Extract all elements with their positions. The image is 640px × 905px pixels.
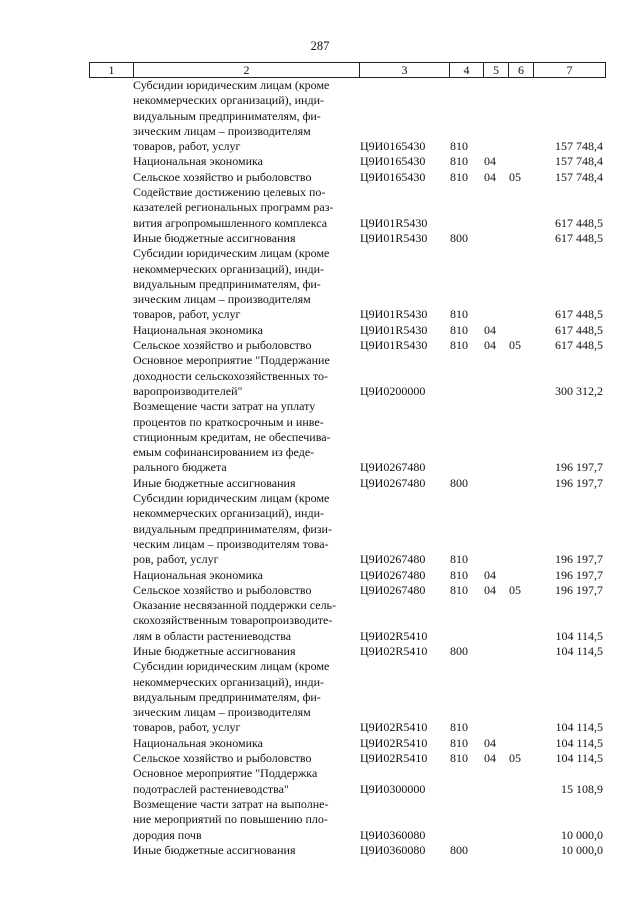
row-name-line: скохозяйственным товаропроизводите- [133, 613, 333, 628]
row-code [359, 659, 449, 735]
header-col-4: 4 [449, 63, 483, 77]
row-sum [533, 736, 606, 751]
row-code [359, 154, 449, 169]
row-code [359, 568, 449, 583]
row-section [483, 766, 508, 797]
row-name-line: подотраслей растениеводства" [133, 781, 289, 796]
row-expense-type [449, 736, 483, 751]
row-sum [533, 185, 606, 231]
table-row [89, 568, 606, 583]
row-name [133, 644, 359, 659]
row-expense-type [449, 766, 483, 797]
row-expense-type-value: 800 [450, 842, 468, 857]
row-name-line: Содействие достижению целевых по- [133, 185, 326, 200]
row-sum-value: 196 197,7 [555, 567, 603, 582]
header-col-5: 5 [483, 63, 508, 77]
row-code-value: Ц9И02R5410 [360, 735, 428, 750]
row-subsection [508, 170, 533, 185]
table-row [89, 353, 606, 399]
row-name-line: товаров, работ, услуг [133, 139, 241, 154]
table-row [89, 766, 606, 797]
row-name-line: некоммерческих организаций), инди- [133, 674, 324, 689]
row-sum [533, 154, 606, 169]
row-sum [533, 338, 606, 353]
row-name-line: Субсидии юридическим лицам (кроме [133, 246, 330, 261]
row-section [483, 78, 508, 154]
row-name [133, 246, 359, 322]
row-expense-type [449, 154, 483, 169]
row-name-line: товаров, работ, услуг [133, 720, 241, 735]
row-name [133, 843, 359, 858]
row-code [359, 843, 449, 858]
table-row [89, 476, 606, 491]
row-section [483, 736, 508, 751]
row-expense-type [449, 246, 483, 322]
row-expense-type-value: 810 [450, 322, 468, 337]
row-code [359, 185, 449, 231]
row-sum-value: 104 114,5 [555, 643, 603, 658]
row-name [133, 659, 359, 735]
row-name-line: Национальная экономика [133, 154, 263, 169]
row-name-line: Основное мероприятие "Поддержка [133, 766, 318, 781]
row-name [133, 568, 359, 583]
row-name-line: Национальная экономика [133, 567, 263, 582]
row-code [359, 476, 449, 491]
row-section [483, 231, 508, 246]
table-row [89, 399, 606, 475]
header-col-6: 6 [508, 63, 533, 77]
row-expense-type [449, 323, 483, 338]
row-expense-type [449, 170, 483, 185]
row-name [133, 338, 359, 353]
row-section [483, 644, 508, 659]
row-name-line: Национальная экономика [133, 322, 263, 337]
table-row [89, 736, 606, 751]
row-sum [533, 170, 606, 185]
row-subsection [508, 568, 533, 583]
row-code-value: Ц9И0165430 [360, 139, 426, 154]
row-name-line: видуальным предпринимателям, физи- [133, 521, 332, 536]
row-sum [533, 491, 606, 567]
row-sum-value: 617 448,5 [555, 322, 603, 337]
row-sum [533, 797, 606, 843]
row-code-value: Ц9И01R5430 [360, 338, 428, 353]
row-name [133, 797, 359, 843]
row-code-value: Ц9И0165430 [360, 154, 426, 169]
row-name-line: Основное мероприятие "Поддержание [133, 353, 330, 368]
row-name [133, 170, 359, 185]
row-sum [533, 766, 606, 797]
row-expense-type-value: 810 [450, 169, 468, 184]
row-name-line: Субсидии юридическим лицам (кроме [133, 78, 330, 92]
row-code [359, 246, 449, 322]
table-row [89, 185, 606, 231]
row-name-line: Сельское хозяйство и рыболовство [133, 582, 312, 597]
row-sum-value: 196 197,7 [555, 475, 603, 490]
row-expense-type [449, 338, 483, 353]
row-code-value: Ц9И02R5410 [360, 643, 428, 658]
row-name-line: Национальная экономика [133, 735, 263, 750]
row-code-value: Ц9И01R5430 [360, 230, 428, 245]
row-name-line: видуальным предпринимателям, фи- [133, 276, 321, 291]
row-name-line: некоммерческих организаций), инди- [133, 93, 324, 108]
row-expense-type-value: 810 [450, 139, 468, 154]
row-sum [533, 568, 606, 583]
row-expense-type [449, 476, 483, 491]
row-section-value: 04 [484, 582, 496, 597]
row-subsection [508, 491, 533, 567]
table-row [89, 644, 606, 659]
row-subsection [508, 323, 533, 338]
row-name-line: Возмещение части затрат на выполне- [133, 796, 329, 811]
table-row [89, 338, 606, 353]
row-subsection [508, 843, 533, 858]
row-name [133, 399, 359, 475]
row-subsection [508, 353, 533, 399]
row-sum [533, 644, 606, 659]
row-sum [533, 353, 606, 399]
row-expense-type-value: 810 [450, 751, 468, 766]
row-name [133, 491, 359, 567]
row-code [359, 583, 449, 598]
row-subsection [508, 751, 533, 766]
header-col-1: 1 [89, 63, 133, 77]
table-row [89, 583, 606, 598]
row-code [359, 170, 449, 185]
row-name [133, 353, 359, 399]
row-name-line: вития агропромышленного комплекса [133, 215, 328, 230]
row-subsection [508, 185, 533, 231]
table-row [89, 751, 606, 766]
header-col-3: 3 [359, 63, 449, 77]
row-sum-value: 196 197,7 [555, 460, 603, 475]
row-name [133, 598, 359, 644]
row-section-value: 04 [484, 338, 496, 353]
table-row [89, 659, 606, 735]
row-expense-type [449, 353, 483, 399]
row-code-value: Ц9И0267480 [360, 552, 426, 567]
row-sum-value: 196 197,7 [555, 552, 603, 567]
row-name-line: Сельское хозяйство и рыболовство [133, 169, 312, 184]
row-code-value: Ц9И0200000 [360, 383, 426, 398]
row-sum-value: 10 000,0 [561, 842, 603, 857]
row-subsection [508, 476, 533, 491]
row-sum-value: 10 000,0 [561, 827, 603, 842]
page-number: 287 [310, 39, 330, 53]
row-name-line: зическим лицам – производителям [133, 292, 311, 307]
row-name-line: товаров, работ, услуг [133, 307, 241, 322]
row-name-line: Сельское хозяйство и рыболовство [133, 338, 312, 353]
table-row [89, 170, 606, 185]
row-expense-type [449, 568, 483, 583]
row-expense-type-value: 800 [450, 230, 468, 245]
row-expense-type-value: 810 [450, 567, 468, 582]
row-expense-type [449, 751, 483, 766]
row-expense-type [449, 583, 483, 598]
row-section-value: 04 [484, 169, 496, 184]
row-expense-type-value: 810 [450, 307, 468, 322]
header-col-2: 2 [133, 63, 359, 77]
row-sum [533, 246, 606, 322]
row-sum [533, 751, 606, 766]
row-section [483, 338, 508, 353]
row-code [359, 78, 449, 154]
row-code [359, 766, 449, 797]
row-name-line: Сельское хозяйство и рыболовство [133, 751, 312, 766]
row-sum-value: 104 114,5 [555, 751, 603, 766]
row-code [359, 231, 449, 246]
row-name [133, 751, 359, 766]
row-section [483, 751, 508, 766]
row-name-line: некоммерческих организаций), инди- [133, 506, 324, 521]
row-expense-type [449, 598, 483, 644]
row-code-value: Ц9И0267480 [360, 460, 426, 475]
row-name [133, 766, 359, 797]
row-sum-value: 617 448,5 [555, 338, 603, 353]
row-code-value: Ц9И0267480 [360, 475, 426, 490]
table-body [89, 78, 606, 858]
row-code [359, 751, 449, 766]
row-code [359, 338, 449, 353]
row-section [483, 170, 508, 185]
row-name [133, 476, 359, 491]
row-sum-value: 104 114,5 [555, 735, 603, 750]
row-name-line: ческим лицам – производителям това- [133, 536, 329, 551]
row-subsection [508, 231, 533, 246]
row-sum-value: 157 748,4 [555, 154, 603, 169]
row-code [359, 644, 449, 659]
row-name [133, 231, 359, 246]
row-name-line: процентов по краткосрочным и инве- [133, 414, 324, 429]
row-section [483, 659, 508, 735]
row-code-value: Ц9И0300000 [360, 781, 426, 796]
row-section [483, 476, 508, 491]
row-code-value: Ц9И02R5410 [360, 628, 428, 643]
row-name [133, 78, 359, 154]
row-name-line: доходности сельскохозяйственных то- [133, 368, 329, 383]
row-subsection [508, 338, 533, 353]
row-section [483, 797, 508, 843]
row-expense-type-value: 810 [450, 552, 468, 567]
row-section [483, 185, 508, 231]
row-section-value: 04 [484, 567, 496, 582]
row-subsection [508, 583, 533, 598]
row-expense-type [449, 491, 483, 567]
row-sum [533, 323, 606, 338]
row-sum [533, 78, 606, 154]
row-expense-type-value: 810 [450, 154, 468, 169]
row-name-line: казателей региональных программ раз- [133, 200, 334, 215]
row-name-line: емым софинансированием из феде- [133, 445, 315, 460]
row-name-line: ние мероприятий по повышению пло- [133, 812, 328, 827]
row-sum-value: 617 448,5 [555, 307, 603, 322]
row-section [483, 843, 508, 858]
row-name [133, 185, 359, 231]
row-subsection [508, 644, 533, 659]
table-row [89, 598, 606, 644]
row-expense-type-value: 800 [450, 643, 468, 658]
row-section [483, 583, 508, 598]
row-subsection [508, 736, 533, 751]
table-row [89, 78, 606, 154]
table-row [89, 323, 606, 338]
row-section [483, 399, 508, 475]
row-name-line: некоммерческих организаций), инди- [133, 261, 324, 276]
row-name-line: Оказание несвязанной поддержки сель- [133, 598, 337, 613]
row-name-line: Иные бюджетные ассигнования [133, 475, 296, 490]
row-section-value: 04 [484, 751, 496, 766]
row-expense-type-value: 810 [450, 735, 468, 750]
row-section-value: 04 [484, 735, 496, 750]
row-name-line: Иные бюджетные ассигнования [133, 643, 296, 658]
row-subsection [508, 154, 533, 169]
row-name-line: стиционным кредитам, не обеспечива- [133, 429, 331, 444]
row-expense-type [449, 797, 483, 843]
row-expense-type-value: 810 [450, 720, 468, 735]
table-row [89, 491, 606, 567]
row-section [483, 154, 508, 169]
row-subsection-value: 05 [509, 582, 521, 597]
row-name-line: Субсидии юридическим лицам (кроме [133, 491, 330, 506]
row-expense-type-value: 810 [450, 338, 468, 353]
row-section [483, 568, 508, 583]
row-subsection [508, 659, 533, 735]
row-sum-value: 157 748,4 [555, 139, 603, 154]
table-row [89, 231, 606, 246]
table-header [89, 62, 606, 78]
row-expense-type [449, 399, 483, 475]
row-subsection-value: 05 [509, 338, 521, 353]
row-subsection [508, 766, 533, 797]
row-code-value: Ц9И0360080 [360, 827, 426, 842]
row-code-value: Ц9И02R5410 [360, 720, 428, 735]
row-section [483, 491, 508, 567]
row-subsection [508, 399, 533, 475]
row-section-value: 04 [484, 154, 496, 169]
row-subsection [508, 78, 533, 154]
row-subsection-value: 05 [509, 169, 521, 184]
row-code [359, 598, 449, 644]
row-code-value: Ц9И01R5430 [360, 322, 428, 337]
table-row [89, 843, 606, 858]
row-name-line: зическим лицам – производителям [133, 705, 311, 720]
row-sum-value: 15 108,9 [561, 781, 603, 796]
row-sum [533, 231, 606, 246]
row-sum [533, 843, 606, 858]
row-code-value: Ц9И0267480 [360, 567, 426, 582]
row-section [483, 323, 508, 338]
row-name-line: лям в области растениеводства [133, 628, 292, 643]
row-sum [533, 598, 606, 644]
row-section [483, 353, 508, 399]
row-section-value: 04 [484, 322, 496, 337]
row-code-value: Ц9И0360080 [360, 842, 426, 857]
row-section [483, 598, 508, 644]
row-code [359, 399, 449, 475]
row-sum-value: 617 448,5 [555, 230, 603, 245]
row-subsection [508, 246, 533, 322]
row-code-value: Ц9И01R5430 [360, 215, 428, 230]
row-sum-value: 104 114,5 [555, 628, 603, 643]
row-name [133, 736, 359, 751]
row-expense-type [449, 843, 483, 858]
row-name-line: ров, работ, услуг [133, 552, 219, 567]
row-code-value: Ц9И02R5410 [360, 751, 428, 766]
row-sum [533, 399, 606, 475]
row-expense-type [449, 78, 483, 154]
row-name-line: Возмещение части затрат на уплату [133, 399, 316, 414]
row-name-line: дородия почв [133, 827, 202, 842]
row-name-line: Субсидии юридическим лицам (кроме [133, 659, 330, 674]
table-row [89, 246, 606, 322]
row-section [483, 246, 508, 322]
row-expense-type [449, 659, 483, 735]
row-name-line: зическим лицам – производителям [133, 123, 311, 138]
row-sum-value: 300 312,2 [555, 383, 603, 398]
row-code [359, 491, 449, 567]
row-subsection [508, 797, 533, 843]
row-name [133, 323, 359, 338]
row-name-line: Иные бюджетные ассигнования [133, 230, 296, 245]
row-expense-type [449, 644, 483, 659]
row-expense-type-value: 800 [450, 475, 468, 490]
row-sum [533, 659, 606, 735]
row-name-line: видуальным предпринимателям, фи- [133, 108, 321, 123]
row-name-line: варопроизводителей" [133, 383, 243, 398]
row-code-value: Ц9И0165430 [360, 169, 426, 184]
row-name-line: рального бюджета [133, 460, 227, 475]
row-code [359, 736, 449, 751]
row-code-value: Ц9И01R5430 [360, 307, 428, 322]
row-code [359, 323, 449, 338]
row-name-line: видуальным предпринимателям, фи- [133, 689, 321, 704]
row-sum [533, 583, 606, 598]
row-subsection-value: 05 [509, 751, 521, 766]
row-sum-value: 196 197,7 [555, 582, 603, 597]
row-expense-type [449, 185, 483, 231]
table-row [89, 797, 606, 843]
row-name [133, 583, 359, 598]
row-code [359, 353, 449, 399]
row-code-value: Ц9И0267480 [360, 582, 426, 597]
row-sum [533, 476, 606, 491]
row-sum-value: 617 448,5 [555, 215, 603, 230]
row-subsection [508, 598, 533, 644]
row-expense-type [449, 231, 483, 246]
row-expense-type-value: 810 [450, 582, 468, 597]
row-name [133, 154, 359, 169]
row-code [359, 797, 449, 843]
header-col-7: 7 [533, 63, 606, 77]
row-sum-value: 157 748,4 [555, 169, 603, 184]
table-row [89, 154, 606, 169]
row-sum-value: 104 114,5 [555, 720, 603, 735]
row-name-line: Иные бюджетные ассигнования [133, 842, 296, 857]
